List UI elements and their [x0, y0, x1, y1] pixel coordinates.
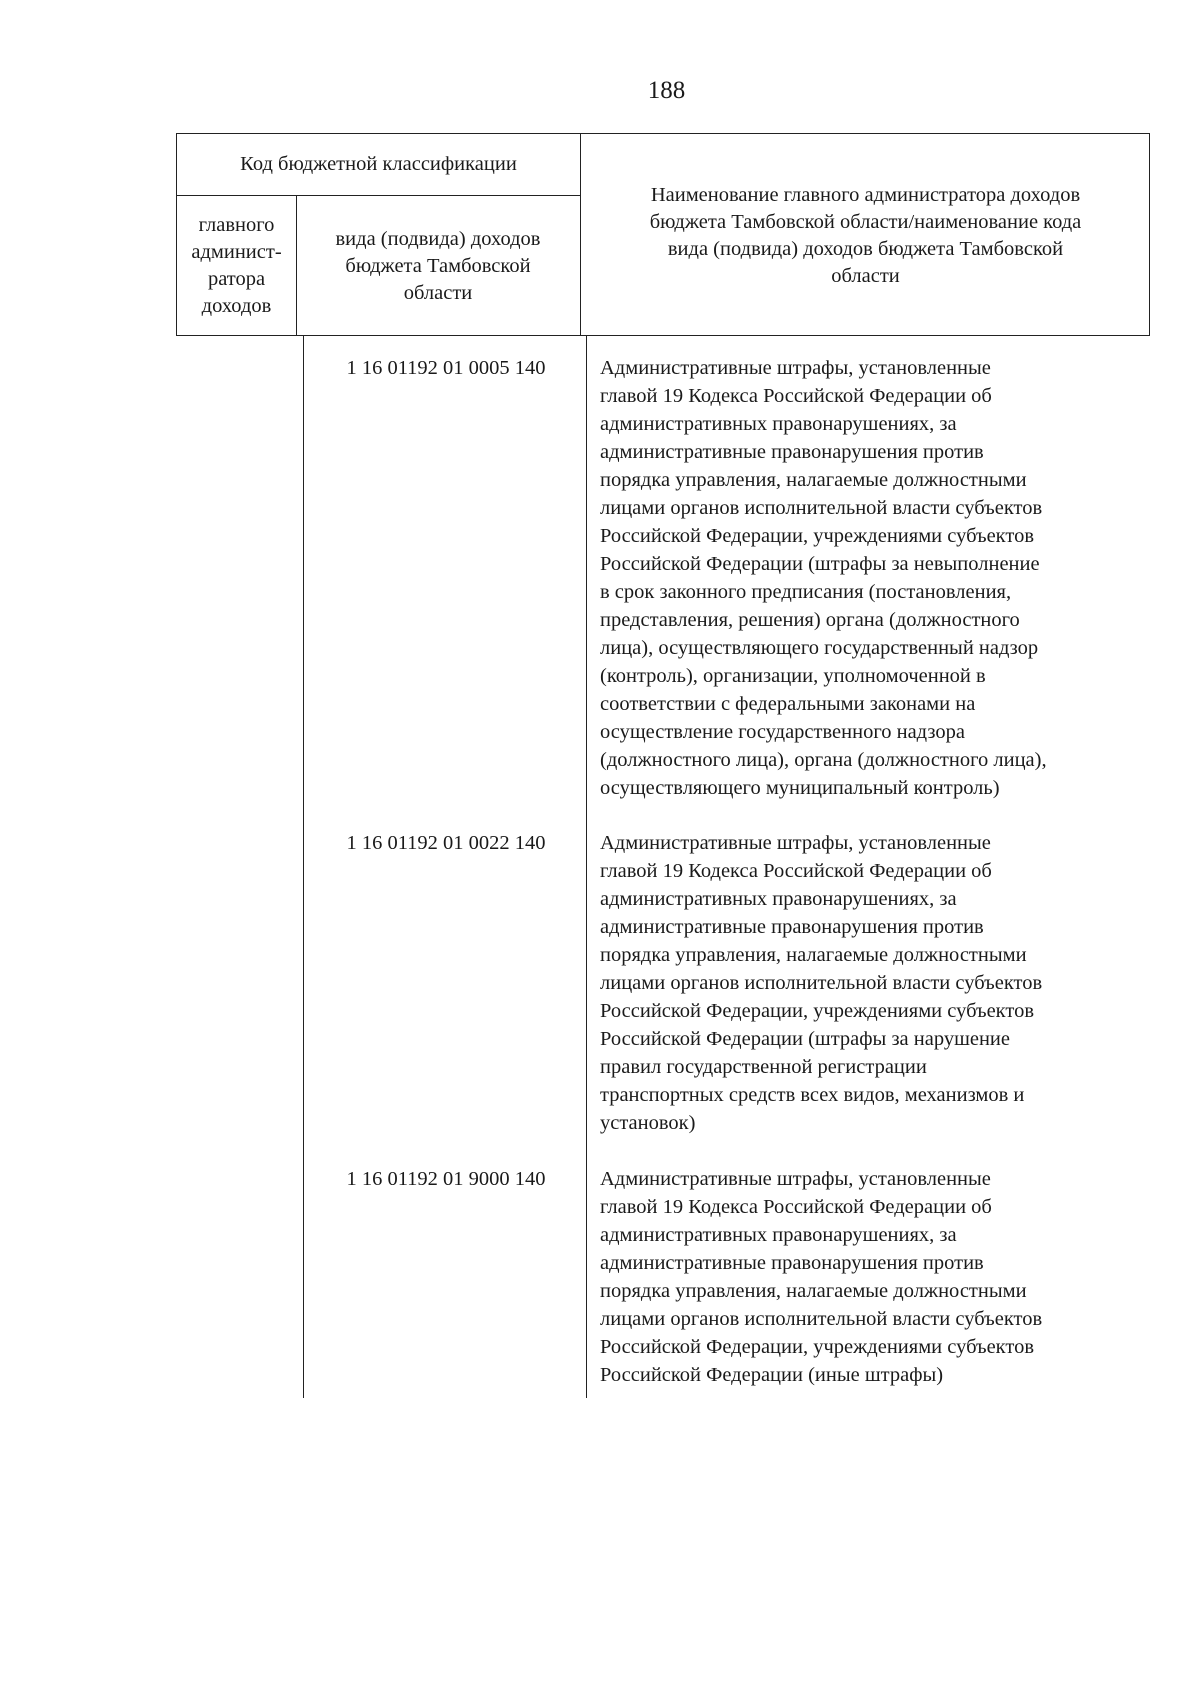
row-code: 1 16 01192 01 0022 140 — [346, 832, 546, 854]
description-line: Российской Федерации, учреждениями субъектов — [600, 1000, 1034, 1022]
description-line: лицами органов исполнительной власти субъектов — [600, 1308, 1043, 1330]
header-kind-line: области — [403, 281, 473, 304]
description-line: административные правонарушения против — [600, 441, 984, 463]
description-line: главой 19 Кодекса Российской Федерации об — [600, 1196, 992, 1218]
description-line: порядка управления, налагаемые должностными — [600, 944, 1027, 966]
row-description — [600, 354, 1140, 802]
header-admin-line: ратора — [207, 268, 266, 290]
description-line: (должностного лица), органа (должностного лица), — [600, 749, 1047, 771]
row-description — [600, 829, 1140, 1137]
header-name-line: области — [831, 264, 900, 287]
description-line: Административные штрафы, установленные — [600, 1168, 991, 1190]
header-name-line: вида (подвида) доходов бюджета Тамбовской — [667, 237, 1064, 260]
description-line: лицами органов исполнительной власти субъектов — [600, 972, 1043, 994]
description-line: главой 19 Кодекса Российской Федерации об — [600, 385, 992, 407]
header-admin-line: главного — [198, 214, 275, 236]
description-line: осуществление государственного надзора — [600, 721, 965, 743]
description-line: Российской Федерации, учреждениями субъектов — [600, 525, 1034, 547]
header-name-column — [580, 134, 1151, 337]
description-line: правил государственной регистрации — [600, 1056, 927, 1078]
description-line: лица), осуществляющего государственный надзор — [600, 637, 1039, 659]
header-kind-line: вида (подвида) доходов — [335, 227, 541, 250]
description-line: представления, решения) органа (должностного — [600, 609, 1020, 631]
description-line: Российской Федерации (штрафы за нарушение — [600, 1028, 1010, 1050]
page-number: 188 — [647, 77, 686, 104]
description-line: транспортных средств всех видов, механизмов и — [600, 1084, 1025, 1106]
description-line: в срок законного предписания (постановления, — [600, 581, 1012, 603]
description-line: порядка управления, налагаемые должностными — [600, 1280, 1027, 1302]
row-description — [600, 1165, 1140, 1389]
description-line: Российской Федерации, учреждениями субъектов — [600, 1336, 1034, 1358]
header-kind-line: бюджета Тамбовской — [345, 254, 531, 277]
description-line: административные правонарушения против — [600, 916, 984, 938]
header-name-line: бюджета Тамбовской области/наименование кода — [649, 210, 1082, 233]
row-code: 1 16 01192 01 0005 140 — [346, 357, 546, 379]
description-line: главой 19 Кодекса Российской Федерации об — [600, 860, 992, 882]
description-line: административные правонарушения против — [600, 1252, 984, 1274]
description-line: установок) — [600, 1112, 696, 1134]
description-line: Российской Федерации (иные штрафы) — [600, 1364, 944, 1386]
description-line: административных правонарушениях, за — [600, 1224, 957, 1246]
column-divider — [303, 336, 304, 1398]
header-admin-line: админист- — [191, 241, 282, 263]
column-divider — [586, 336, 587, 1398]
header-code-group: Код бюджетной классификации — [240, 153, 517, 175]
description-line: административных правонарушениях, за — [600, 413, 957, 435]
table-header — [176, 133, 1150, 336]
description-line: Российской Федерации (штрафы за невыполнение — [600, 553, 1040, 575]
header-kind-column — [296, 195, 580, 337]
header-name-line: Наименование главного администратора доходов — [650, 183, 1081, 206]
description-line: соответствии с федеральными законами на — [600, 693, 976, 715]
header-admin-column — [177, 195, 296, 337]
description-line: административных правонарушениях, за — [600, 888, 957, 910]
description-line: порядка управления, налагаемые должностными — [600, 469, 1027, 491]
description-line: Административные штрафы, установленные — [600, 357, 991, 379]
row-code: 1 16 01192 01 9000 140 — [346, 1168, 546, 1190]
header-admin-line: доходов — [201, 295, 272, 317]
description-line: Административные штрафы, установленные — [600, 832, 991, 854]
description-line: (контроль), организации, уполномоченной в — [600, 665, 986, 687]
description-line: осуществляющего муниципальный контроль) — [600, 777, 1000, 799]
description-line: лицами органов исполнительной власти субъектов — [600, 497, 1043, 519]
